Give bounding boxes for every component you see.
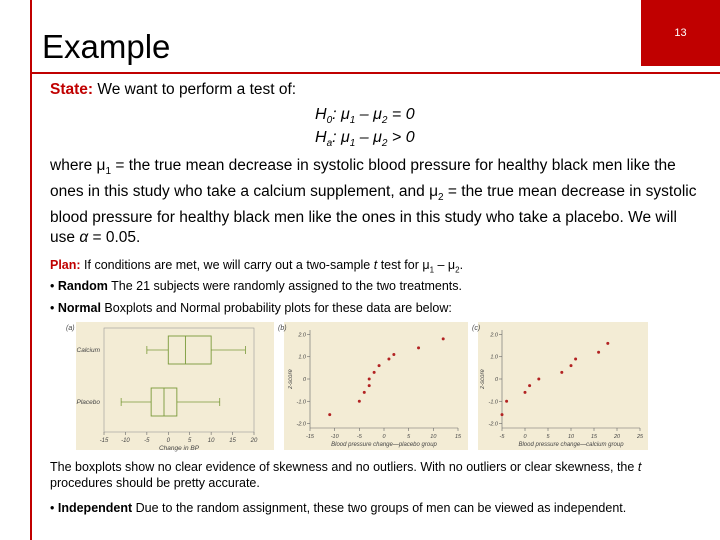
- x-tick-label: 0: [382, 434, 386, 440]
- x-tick-label: -15: [306, 434, 314, 440]
- alternative-hypothesis: $H_a$: $\mu_1 - \mu_2 > 0$: [315, 129, 415, 150]
- data-point: [328, 413, 331, 416]
- slide-number: 13: [674, 27, 687, 39]
- x-axis-label: Blood pressure change—placebo group: [331, 442, 437, 448]
- y-tick-label: 1.0: [298, 354, 306, 361]
- data-point: [358, 400, 361, 403]
- x-tick-label: 5: [407, 434, 411, 440]
- panel-label: (a): [66, 325, 75, 332]
- data-point: [501, 413, 504, 416]
- y-tick-label: 1.0: [490, 354, 498, 361]
- plot-background: [76, 322, 274, 450]
- state-intro: State: We want to perform a test of:: [50, 81, 297, 98]
- plot-background: [284, 322, 468, 450]
- null-hypothesis: $H_0$: $\mu_1 - \mu_2 = 0$: [315, 106, 415, 127]
- y-axis-label: z-score: [480, 369, 486, 389]
- normal-label: Normal: [57, 301, 101, 315]
- x-tick-label: 10: [567, 434, 575, 440]
- y-tick-label: -2.0: [296, 421, 306, 428]
- x-tick-label: 20: [613, 434, 621, 440]
- data-point: [417, 346, 420, 349]
- data-point: [524, 391, 527, 394]
- plan-text: Plan: If conditions are met, we will carry out a two-sample t test for $\mu_1 - \mu_2$.: [50, 258, 464, 275]
- slide-number-badge: [641, 0, 720, 66]
- title-underline: [30, 72, 720, 74]
- x-tick-label: 10: [430, 434, 437, 440]
- x-axis-label: Blood pressure change—calcium group: [518, 442, 624, 448]
- data-point: [574, 357, 577, 360]
- series-label: Calcium: [76, 347, 100, 354]
- y-tick-label: 0: [302, 377, 306, 383]
- figure-a-boxplots: [62, 320, 274, 452]
- x-tick-label: -5: [144, 438, 150, 444]
- data-point: [528, 384, 531, 387]
- y-tick-label: -1.0: [488, 399, 498, 406]
- boxplot-chart: [62, 320, 274, 452]
- data-point: [378, 364, 381, 367]
- x-tick-label: 10: [207, 438, 215, 444]
- x-axis-label: Change in BP: [158, 445, 200, 452]
- data-point: [537, 378, 540, 381]
- plan-label: Plan:: [50, 258, 81, 272]
- x-tick-label: 20: [250, 438, 258, 444]
- independent-condition: • Independent Due to the random assignment, these two groups of men can be viewed as independent.: [50, 501, 627, 515]
- placebo-normal-plot: [276, 320, 468, 452]
- data-point: [387, 357, 390, 360]
- normal-condition: • Normal Boxplots and Normal probability plots for these data are below:: [50, 301, 452, 315]
- panel-label: (b): [278, 325, 287, 332]
- boxplot-conclusion: The boxplots show no clear evidence of skewness and no outliers. With no outliers or clear skewness, the t procedures should be pretty accurate.: [50, 460, 642, 490]
- figure-c-normal-plot: [470, 320, 648, 452]
- x-tick-label: 15: [229, 438, 236, 444]
- panel-label: (c): [472, 325, 481, 332]
- data-point: [560, 371, 563, 374]
- x-tick-label: 15: [590, 434, 598, 440]
- calcium-normal-plot: [470, 320, 648, 452]
- y-tick-label: 0: [494, 377, 498, 383]
- data-point: [368, 384, 371, 387]
- x-tick-label: 0: [523, 434, 527, 440]
- data-point: [597, 351, 600, 354]
- plot-background: [478, 322, 648, 450]
- random-label: Random: [57, 279, 108, 293]
- x-tick-label: 15: [454, 434, 462, 440]
- x-tick-label: -15: [99, 438, 109, 444]
- x-tick-label: -5: [356, 434, 362, 440]
- parameter-definitions: where $\mu_1$ = the true mean decrease in systolic blood pressure for healthy black men like the ones in this study who take a calcium supplement, and $\mu_2$ = the true mean decrease in systolic blood pressure for healthy black men like the ones in this study who take a placebo. We will use α = 0.05.: [50, 157, 697, 247]
- x-tick-label: 5: [188, 438, 192, 444]
- state-label: State:: [50, 81, 94, 98]
- y-tick-label: 2.0: [490, 332, 498, 339]
- data-point: [373, 371, 376, 374]
- random-condition: • Random The 21 subjects were randomly assigned to the two treatments.: [50, 279, 462, 293]
- data-point: [505, 400, 508, 403]
- y-tick-label: -2.0: [488, 421, 498, 428]
- figure-b-normal-plot: [276, 320, 468, 452]
- y-tick-label: -1.0: [296, 399, 306, 406]
- x-tick-label: -5: [499, 434, 505, 440]
- data-point: [392, 353, 395, 356]
- data-point: [363, 391, 366, 394]
- x-tick-label: 5: [546, 434, 550, 440]
- left-accent-line: [30, 0, 32, 540]
- x-tick-label: 0: [166, 438, 170, 444]
- data-point: [368, 378, 371, 381]
- data-point: [442, 337, 445, 340]
- y-axis-label: z-score: [288, 369, 294, 389]
- data-point: [570, 364, 573, 367]
- slide-title: Example: [42, 28, 171, 65]
- independent-label: Independent: [57, 501, 133, 515]
- x-tick-label: -10: [330, 434, 339, 440]
- data-point: [606, 342, 609, 345]
- y-tick-label: 2.0: [298, 332, 306, 339]
- x-tick-label: -10: [121, 438, 130, 444]
- series-label: Placebo: [76, 399, 100, 406]
- x-tick-label: 25: [636, 434, 644, 440]
